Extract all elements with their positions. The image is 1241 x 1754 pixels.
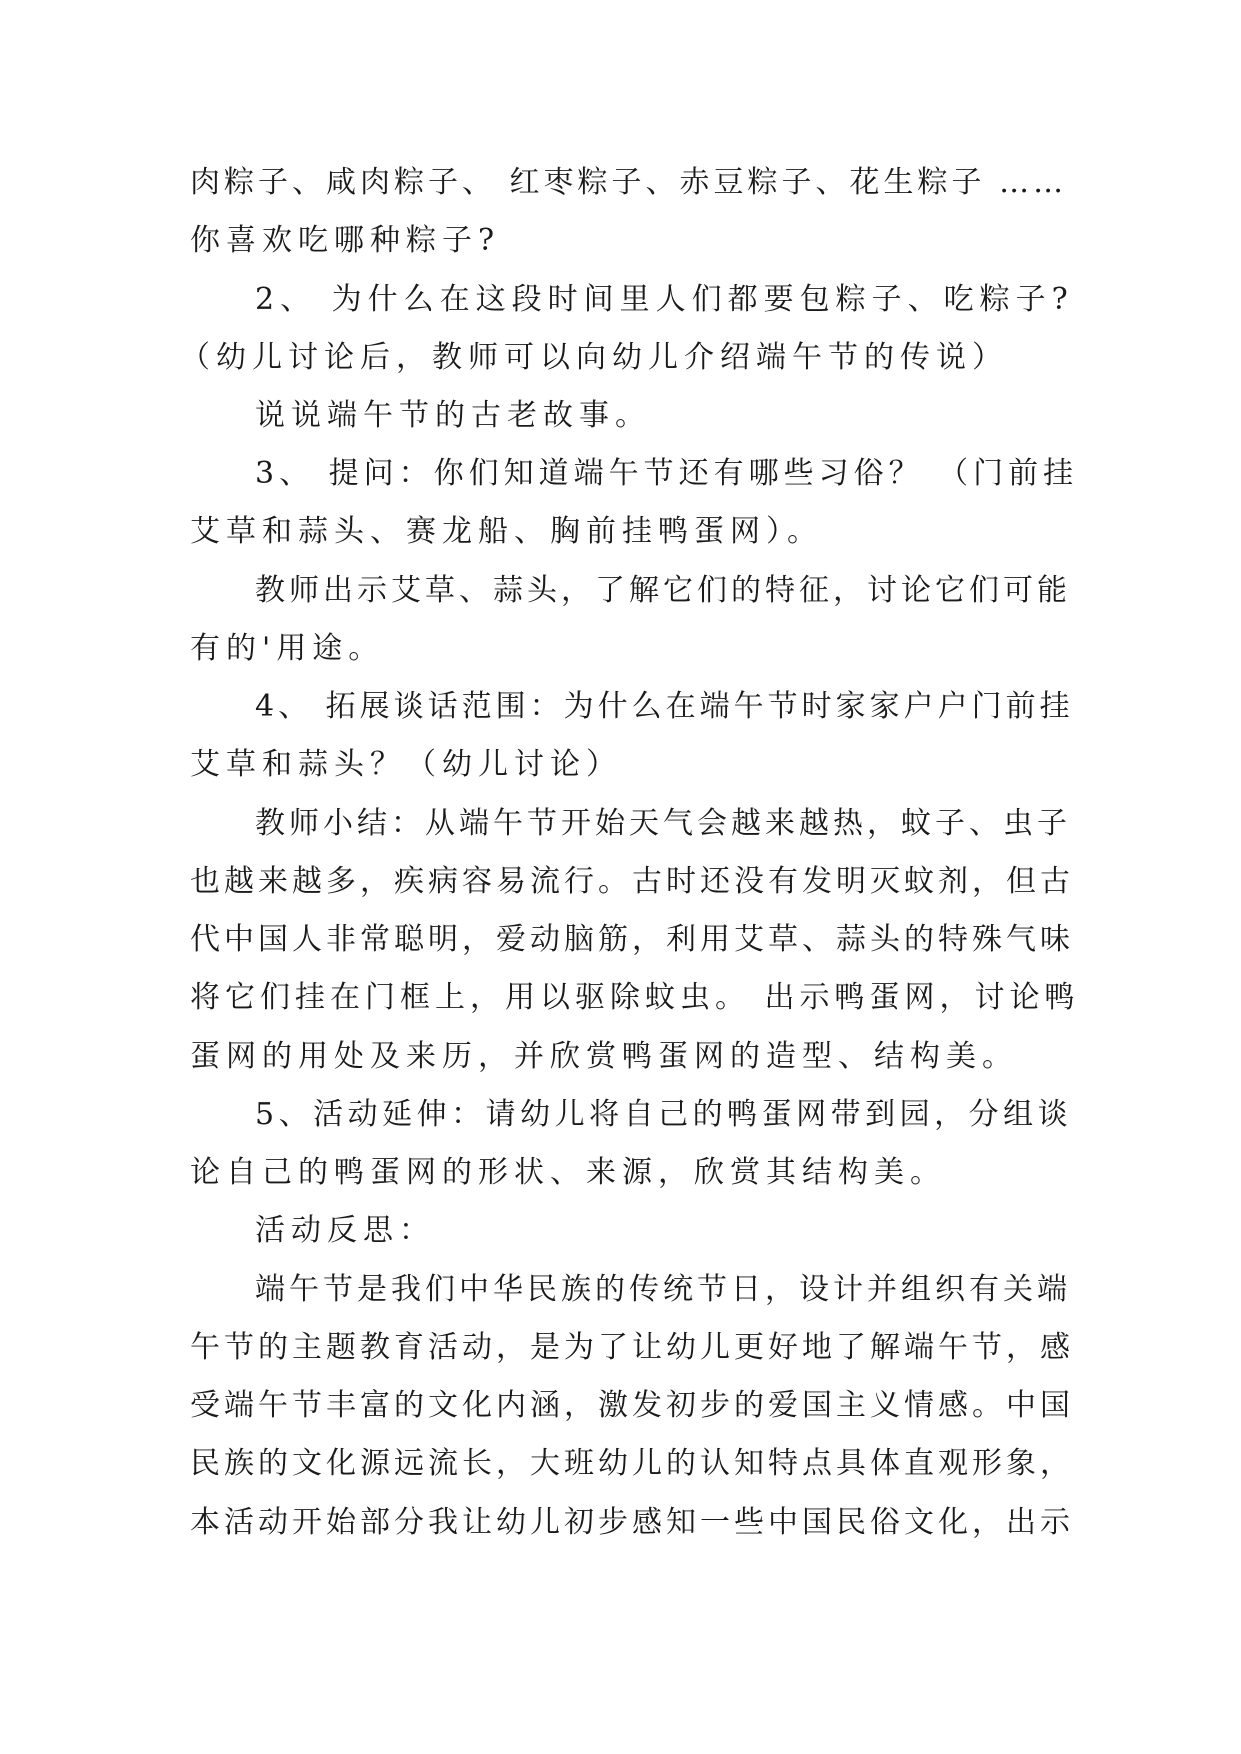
text-line: 艾草和蒜头、赛龙船、胸前挂鸭蛋网）。 — [190, 514, 823, 549]
text-line: 民族的文化源远流长，大班幼儿的认知特点具体直观形象， — [190, 1446, 1074, 1481]
text-line: 也越来越多，疾病容易流行。古时还没有发明灭蚊剂，但古 — [190, 864, 1074, 899]
section-heading: 活动反思： — [255, 1213, 435, 1248]
text-line: 将它们挂在门框上，用以驱除蚊虫。 出示鸭蛋网，讨论鸭 — [190, 980, 1080, 1015]
text-line: 本活动开始部分我让幼儿初步感知一些中国民俗文化，出示 — [190, 1505, 1074, 1540]
text-line: 受端午节丰富的文化内涵，激发初步的爱国主义情感。中国 — [190, 1388, 1074, 1423]
text-line: 教师小结：从端午节开始天气会越来越热，蚊子、虫子 — [255, 806, 1071, 841]
text-line: 艾草和蒜头？（幼儿讨论） — [190, 747, 622, 782]
text-line: 代中国人非常聪明，爱动脑筋，利用艾草、蒜头的特殊气味 — [190, 922, 1074, 957]
text-line: 午节的主题教育活动，是为了让幼儿更好地了解端午节，感 — [190, 1330, 1074, 1365]
text-line: 有的'用途。 — [190, 631, 385, 666]
text-line: 5、活动延伸：请幼儿将自己的鸭蛋网带到园，分组谈 — [255, 1097, 1073, 1132]
text-line: 说说端午节的古老故事。 — [255, 398, 651, 433]
text-line: 4、 拓展谈话范围：为什么在端午节时家家户户门前挂 — [255, 689, 1074, 724]
text-line: 端午节是我们中华民族的传统节日，设计并组织有关端 — [255, 1272, 1071, 1307]
text-line: 教师出示艾草、蒜头，了解它们的特征，讨论它们可能 — [255, 573, 1071, 608]
text-line: 你喜欢吃哪种粽子? — [190, 223, 501, 258]
text-line: 2、 为什么在这段时间里人们都要包粽子、吃粽子? — [255, 282, 1074, 317]
text-line: 论自己的鸭蛋网的形状、来源，欣赏其结构美。 — [190, 1155, 946, 1190]
text-line: 肉粽子、咸肉粽子、 红枣粽子、赤豆粽子、花生粽子 …… — [190, 165, 1068, 200]
text-line: （幼儿讨论后，教师可以向幼儿介绍端午节的传说） — [180, 340, 1008, 375]
text-line: 3、 提问：你们知道端午节还有哪些习俗？ （门前挂 — [255, 456, 1079, 491]
text-line: 蛋网的用处及来历，并欣赏鸭蛋网的造型、结构美。 — [190, 1039, 1018, 1074]
